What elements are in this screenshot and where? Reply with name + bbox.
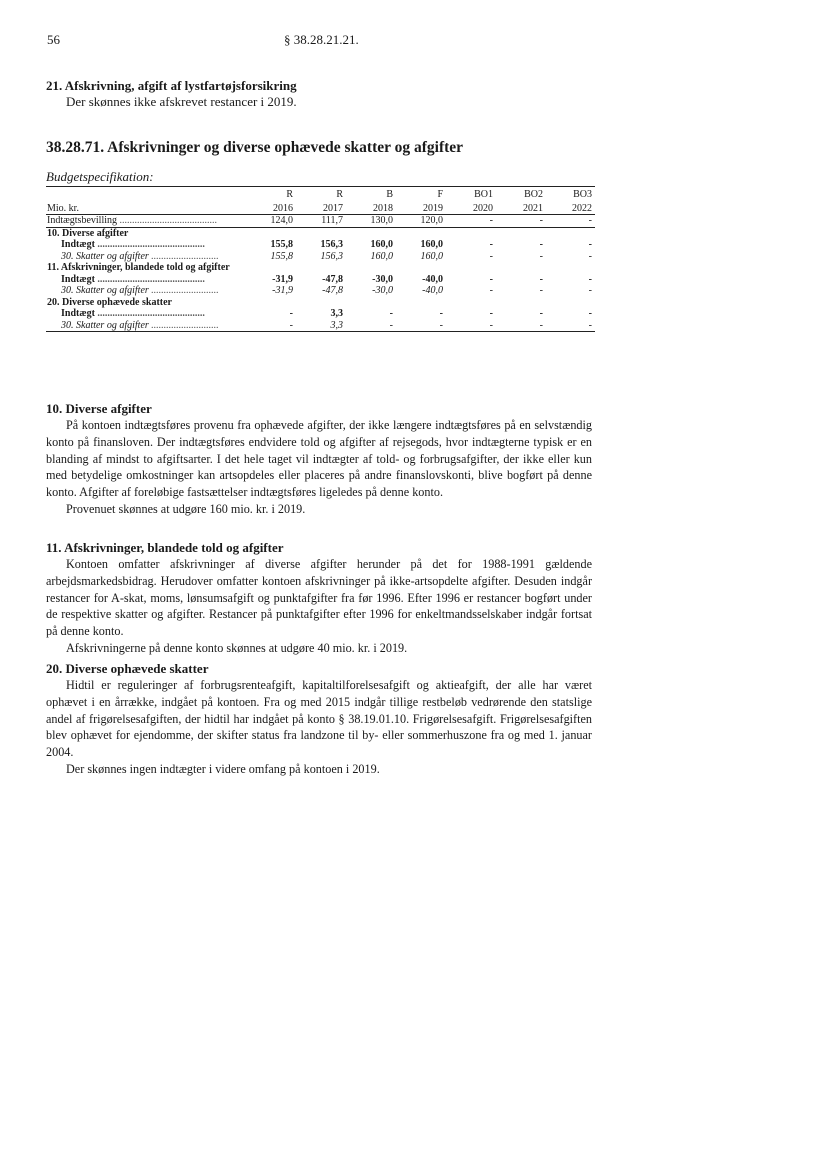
table-group-title: 20. Diverse ophævede skatter (47, 296, 172, 308)
budget-specification-label: Budgetspecifikation: (46, 169, 154, 184)
table-cell: - (496, 215, 546, 228)
column-year: 2017 (296, 201, 346, 215)
table-cell: - (489, 285, 493, 296)
table-cell: -30,0 (372, 285, 393, 296)
table-row: Indtægt ........................................... -31,9 -47,8 -30,0 -40,0 - - - (46, 274, 595, 286)
table-row: Indtægt ........................................... 155,8 156,3 160,0 160,0 - - - (46, 239, 595, 251)
table-cell: - (588, 308, 592, 319)
table-cell: - (446, 215, 496, 228)
table-cell: 130,0 (346, 215, 396, 228)
table-cell: 156,3 (320, 250, 343, 262)
column-year: 2016 (246, 201, 296, 215)
column-type: R (296, 187, 346, 201)
section-title: 20. Diverse ophævede skatter (46, 661, 209, 676)
table-cell: - (496, 320, 546, 332)
column-type: BO1 (446, 187, 496, 201)
table-cell: - (246, 320, 296, 332)
section-title: 10. Diverse afgifter (46, 401, 152, 416)
column-type: B (346, 187, 396, 201)
paragraph: Der skønnes ingen indtægter i videre omfang på kontoen i 2019. (66, 761, 380, 776)
table-cell: 160,0 (370, 239, 393, 250)
subsection-21-text: Der skønnes ikke afskrevet restancer i 2019. (66, 94, 297, 109)
table-cell: - (396, 320, 446, 332)
budget-table (46, 186, 595, 332)
column-year: 2019 (396, 201, 446, 215)
section-body (46, 556, 592, 657)
table-cell: - (489, 273, 493, 285)
paragraph: Afskrivningerne på denne konto skønnes at udgøre 40 mio. kr. i 2019. (66, 640, 408, 655)
column-type: R (246, 187, 296, 201)
table-cell: - (539, 285, 543, 296)
table-group-title: 11. Afskrivninger, blandede told og afgifter (47, 262, 230, 273)
column-type: BO2 (496, 187, 546, 201)
table-cell: -47,8 (322, 273, 343, 285)
column-year: 2020 (446, 201, 496, 215)
table-cell: 3,3 (330, 308, 343, 319)
section-body (46, 417, 592, 518)
table-cell: - (539, 250, 543, 262)
table-cell: - (446, 320, 496, 332)
table-cell: - (588, 285, 592, 296)
table-header-years (46, 201, 595, 215)
table-cell: 120,0 (396, 215, 446, 228)
table-cell: - (588, 250, 592, 262)
row-label: Indtægt (61, 273, 95, 285)
section-title: 11. Afskrivninger, blandede told og afgifter (46, 540, 284, 555)
table-cell: 156,3 (320, 239, 343, 250)
section-reference: § 38.28.21.21. (284, 32, 359, 47)
column-year: 2018 (346, 201, 396, 215)
section-body (46, 677, 592, 778)
table-cell: - (588, 239, 592, 250)
table-cell: 155,8 (270, 250, 293, 262)
table-cell: - (539, 239, 543, 250)
table-cell: - (439, 308, 443, 319)
table-cell: - (546, 320, 595, 332)
subsection-21-title: 21. Afskrivning, afgift af lystfartøjsforsikring (46, 78, 297, 93)
table-cell: 160,0 (420, 250, 443, 262)
main-title: 38.28.71. Afskrivninger og diverse ophævede skatter og afgifter (46, 139, 464, 156)
table-row: 30. Skatter og afgifter ........................... -31,9 -47,8 -30,0 -40,0 - - - (46, 285, 595, 297)
row-label: Indtægtsbevilling (47, 215, 117, 226)
unit-label: Mio. kr. (46, 201, 246, 215)
table-cell: - (489, 308, 493, 319)
table-cell: - (588, 273, 592, 285)
table-header-types (46, 187, 595, 201)
row-label: 30. Skatter og afgifter (61, 319, 149, 331)
table-cell: - (489, 239, 493, 250)
table-cell: - (539, 273, 543, 285)
table-cell: 160,0 (420, 239, 443, 250)
table-group-title: 10. Diverse afgifter (47, 227, 129, 239)
table-cell: 160,0 (370, 250, 393, 262)
table-cell: 155,8 (270, 239, 293, 250)
paragraph: Kontoen omfatter afskrivninger af diverse afgifter herunder på det for 1988-1991 gældende arbejdsmarkedsbidrag. Herudover omfatter kontoen afskrivninger på ikke-artsopdelte afgifter. Desuden indgår restancer for A-skat, moms, lønsumsafgift og punktafgifter fra før 1996. Efter 1996 er restancer bogført under de respektive skatter og afgifter. Restancer på punktafgifter efter 1996 for enkeltmandsselskaber indgår fortsat på denne konto. (46, 557, 592, 639)
column-type: BO3 (546, 187, 595, 201)
table-cell: - (346, 320, 396, 332)
paragraph: Provenuet skønnes at udgøre 160 mio. kr. i 2019. (66, 501, 306, 516)
table-cell: -47,8 (322, 285, 343, 296)
page-number: 56 (47, 32, 60, 47)
row-label: 30. Skatter og afgifter (61, 285, 149, 296)
row-label: Indtægt (61, 239, 95, 250)
table-cell: -31,9 (272, 285, 293, 296)
table-cell: - (546, 215, 595, 228)
column-year: 2022 (546, 201, 595, 215)
paragraph: Hidtil er reguleringer af forbrugsrenteafgift, kapitaltilforelsesafgift og aktieafgift, der alle har været ophævet i en årrække, indgået på kontoen. Fra og med 2015 indgår tillige restbeløb vedrørende den statslige andel af frigørelsesafgiften, der hidtil har indgået på konto § 38.19.01.10. Frigørelsesafgift. Frigørelsesafgiften blev ophævet for ejendomme, der skifter status fra landzone til by- eller sommerhuszone fra og med 1. januar 2004. (46, 678, 592, 760)
table-cell: -40,0 (422, 273, 443, 285)
table-cell: -40,0 (422, 285, 443, 296)
table-row-total: Indtægtsbevilling ....................................... 124,0 111,7 130,0 120,0 - - - (46, 215, 595, 228)
table-cell: - (389, 308, 393, 319)
table-cell: 124,0 (246, 215, 296, 228)
row-label: Indtægt (61, 308, 95, 319)
table-row: 30. Skatter og afgifter ........................... - 3,3 - - - - - (46, 320, 595, 332)
table-cell: -30,0 (372, 273, 393, 285)
table-cell: - (289, 308, 293, 319)
table-cell: -31,9 (272, 273, 293, 285)
table-row: 30. Skatter og afgifter ........................... 155,8 156,3 160,0 160,0 - - - (46, 251, 595, 263)
table-cell: 111,7 (296, 215, 346, 228)
column-type: F (396, 187, 446, 201)
table-row: Indtægt ........................................... - 3,3 - - - - - (46, 308, 595, 320)
column-year: 2021 (496, 201, 546, 215)
table-cell: - (489, 250, 493, 262)
paragraph: På kontoen indtægtsføres provenu fra ophævede afgifter, der ikke længere indtægtsføres på en selvstændig konto på finansloven. Der indtægtsføres endvidere told og afgifter af rejsegods, hvor indtægterne typisk er en blanding af mindst to afgiftsarter. I det hele taget vil indtægter af told- og forbrugsafgifter, der ikke eller kun med betydelige omkostninger kan artsopdeles eller placeres på andre finanslovskonti, blive bogført på denne konto. Afgifter af foreløbige fastsættelser indtægtsføres ligeledes på denne konto. (46, 418, 592, 500)
table-cell: 3,3 (296, 320, 346, 332)
row-label: 30. Skatter og afgifter (61, 250, 149, 262)
table-cell: - (539, 308, 543, 319)
